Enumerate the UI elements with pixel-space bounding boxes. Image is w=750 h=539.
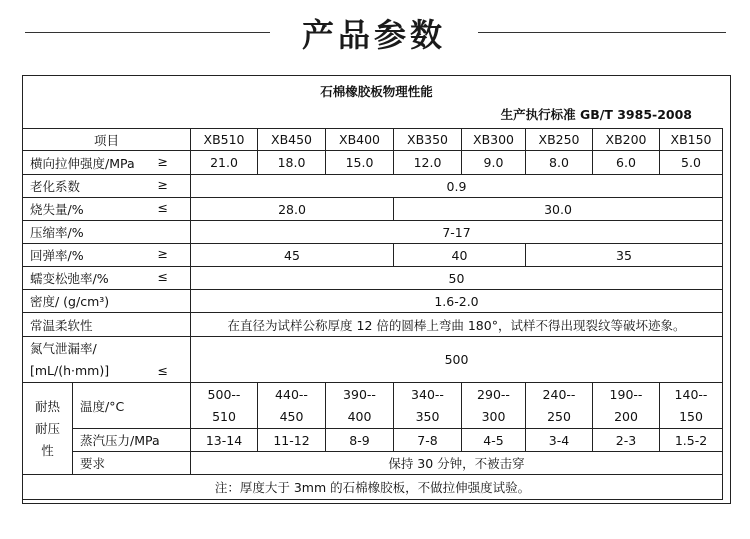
temperature-value bbox=[660, 383, 723, 429]
density-value: 1.6-2.0 bbox=[191, 290, 723, 313]
temp-top: 290-- bbox=[477, 386, 510, 402]
steam-value: 8-9 bbox=[326, 429, 394, 452]
steam-value: 4-5 bbox=[462, 429, 526, 452]
temperature-value bbox=[191, 383, 258, 429]
temperature-value bbox=[593, 383, 660, 429]
aging-symbol: ≥ bbox=[157, 177, 168, 192]
table-row bbox=[23, 313, 723, 337]
temp-bottom: 250 bbox=[547, 408, 571, 424]
resilience-value-a: 45 bbox=[191, 244, 394, 267]
creep-symbol: ≤ bbox=[157, 269, 168, 284]
grade-xb400: XB400 bbox=[326, 129, 394, 151]
resilience-value-b: 40 bbox=[394, 244, 526, 267]
steam-value: 13-14 bbox=[191, 429, 258, 452]
leakage-label-line1: 氮气泄漏率/ bbox=[30, 340, 97, 356]
table-row bbox=[23, 290, 723, 313]
temp-top: 440-- bbox=[275, 386, 308, 402]
table-standard: 生产执行标准 GB/T 3985-2008 bbox=[500, 107, 692, 122]
heat-group-line3: 性 bbox=[41, 442, 54, 458]
temp-top: 190-- bbox=[609, 386, 643, 402]
header-rule-left bbox=[25, 32, 270, 33]
temp-top: 500-- bbox=[207, 386, 241, 402]
temperature-value bbox=[526, 383, 593, 429]
requirement-label: 要求 bbox=[73, 452, 191, 475]
temp-top: 340-- bbox=[411, 386, 444, 402]
table-caption: 石棉橡胶板物理性能 bbox=[320, 84, 433, 99]
temp-bottom: 150 bbox=[679, 408, 703, 424]
temp-bottom: 400 bbox=[347, 408, 372, 424]
grade-xb350: XB350 bbox=[394, 129, 462, 151]
temp-bottom: 510 bbox=[212, 408, 236, 424]
temperature-label: 温度/°C bbox=[73, 383, 191, 429]
tensile-symbol: ≥ bbox=[157, 153, 168, 169]
temp-top: 140-- bbox=[674, 386, 708, 402]
tensile-value: 21.0 bbox=[191, 151, 258, 175]
steam-value: 7-8 bbox=[394, 429, 462, 452]
page-title: 产品参数 bbox=[301, 16, 446, 54]
tensile-value: 15.0 bbox=[326, 151, 394, 175]
spec-table bbox=[22, 128, 723, 500]
temperature-value bbox=[394, 383, 462, 429]
table-row bbox=[23, 452, 723, 475]
table-row bbox=[23, 221, 723, 244]
temperature-value bbox=[326, 383, 394, 429]
ignition-value-b: 30.0 bbox=[394, 198, 723, 221]
table-row bbox=[23, 383, 723, 429]
requirement-value: 保持 30 分钟，不被击穿 bbox=[191, 452, 723, 475]
table-row bbox=[23, 244, 723, 267]
compression-label: 压缩率/% bbox=[23, 221, 191, 244]
tensile-value: 8.0 bbox=[526, 151, 593, 175]
grade-xb200: XB200 bbox=[593, 129, 660, 151]
header-rule-right bbox=[478, 32, 726, 33]
steam-value: 1.5-2 bbox=[660, 429, 723, 452]
tensile-label: 横向拉伸强度/MPa bbox=[30, 155, 135, 171]
table-note: 注：厚度大于 3mm 的石棉橡胶板，不做拉伸强度试验。 bbox=[23, 475, 723, 500]
heat-group-label bbox=[23, 383, 73, 475]
table-row bbox=[23, 267, 723, 290]
aging-value: 0.9 bbox=[191, 175, 723, 198]
temp-bottom: 300 bbox=[481, 408, 506, 424]
aging-label-cell bbox=[23, 175, 191, 198]
grade-xb510: XB510 bbox=[191, 129, 258, 151]
table-row bbox=[23, 475, 723, 500]
density-label: 密度/ (g/cm³) bbox=[23, 290, 191, 313]
compression-value: 7-17 bbox=[191, 221, 723, 244]
table-row bbox=[23, 429, 723, 452]
resilience-label: 回弹率/% bbox=[30, 248, 84, 263]
temp-top: 390-- bbox=[343, 386, 376, 402]
table-row bbox=[23, 198, 723, 221]
grade-xb250: XB250 bbox=[526, 129, 593, 151]
steam-label: 蒸汽压力/MPa bbox=[73, 429, 191, 452]
steam-value: 3-4 bbox=[526, 429, 593, 452]
temperature-value bbox=[258, 383, 326, 429]
steam-value: 2-3 bbox=[593, 429, 660, 452]
page-header bbox=[0, 0, 750, 70]
tensile-value: 9.0 bbox=[462, 151, 526, 175]
leakage-label-line2: [mL/(h·mm)] bbox=[30, 362, 110, 378]
tensile-value: 5.0 bbox=[660, 151, 723, 175]
spec-table-frame bbox=[22, 75, 731, 504]
grade-xb150: XB150 bbox=[660, 129, 723, 151]
steam-value: 11-12 bbox=[258, 429, 326, 452]
creep-label: 蠕变松弛率/% bbox=[30, 271, 109, 286]
temp-bottom: 450 bbox=[279, 408, 304, 424]
grade-xb450: XB450 bbox=[258, 129, 326, 151]
ignition-symbol: ≤ bbox=[157, 200, 168, 215]
ignition-label-cell bbox=[23, 198, 191, 221]
resilience-symbol: ≥ bbox=[157, 246, 168, 261]
heat-group-line2: 耐压 bbox=[34, 420, 60, 436]
ignition-label: 烧失量/% bbox=[30, 202, 84, 217]
creep-value: 50 bbox=[191, 267, 723, 290]
tensile-value: 6.0 bbox=[593, 151, 660, 175]
flexibility-value: 在直径为试样公称厚度 12 倍的圆棒上弯曲 180°，试样不得出现裂纹等破坏迹象。 bbox=[191, 313, 723, 337]
temperature-value bbox=[462, 383, 526, 429]
ignition-value-a: 28.0 bbox=[191, 198, 394, 221]
aging-label: 老化系数 bbox=[30, 179, 81, 194]
table-row bbox=[23, 151, 723, 175]
resilience-value-c: 35 bbox=[526, 244, 723, 267]
leakage-symbol: ≤ bbox=[157, 362, 168, 378]
table-row bbox=[23, 129, 723, 151]
flexibility-label: 常温柔软性 bbox=[23, 313, 191, 337]
leakage-label-cell bbox=[23, 337, 191, 383]
tensile-value: 18.0 bbox=[258, 151, 326, 175]
tensile-value: 12.0 bbox=[394, 151, 462, 175]
grade-xb300: XB300 bbox=[462, 129, 526, 151]
temp-top: 240-- bbox=[542, 386, 576, 402]
temp-bottom: 200 bbox=[614, 408, 638, 424]
tensile-label-cell bbox=[23, 151, 191, 175]
temp-bottom: 350 bbox=[415, 408, 440, 424]
heat-group-line1: 耐热 bbox=[34, 398, 60, 414]
resilience-label-cell bbox=[23, 244, 191, 267]
header-item-label: 项目 bbox=[23, 129, 191, 151]
leakage-value: 500 bbox=[191, 337, 723, 383]
table-row bbox=[23, 337, 723, 383]
creep-label-cell bbox=[23, 267, 191, 290]
table-row bbox=[23, 175, 723, 198]
